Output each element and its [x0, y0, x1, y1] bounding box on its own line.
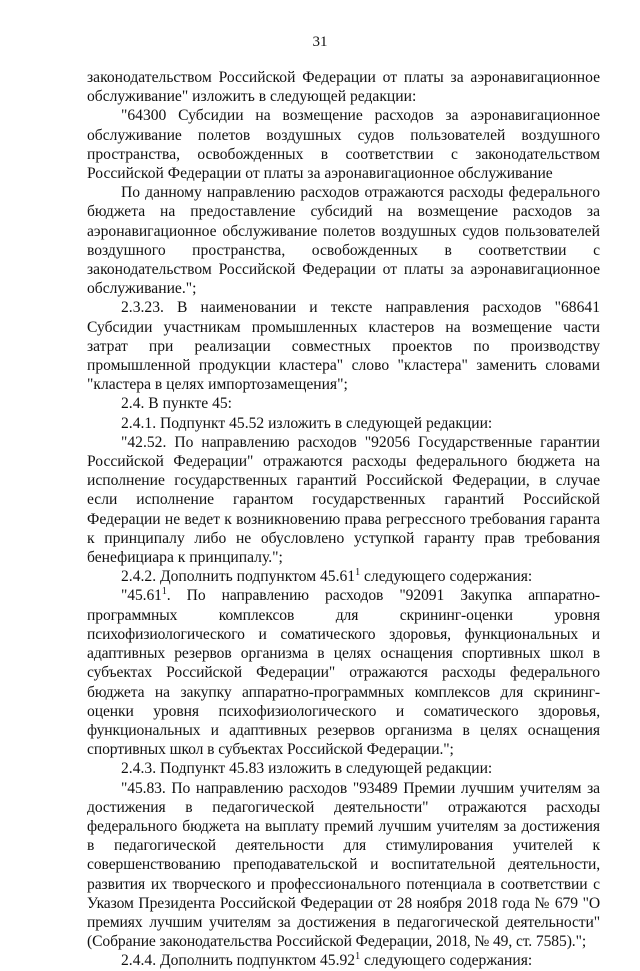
paragraph-45-61-1 — [87, 586, 600, 759]
paragraph-2-4-2 — [87, 567, 600, 586]
paragraph-2-4 — [87, 394, 600, 413]
paragraph-text: 2.4.2. Дополнить подпунктом 45.61 — [121, 568, 356, 586]
paragraph-2-4-4 — [87, 951, 600, 970]
paragraph-subsidy-64300-title — [87, 106, 600, 183]
paragraph-2-3-23 — [87, 298, 600, 394]
paragraph-42-52 — [87, 433, 600, 567]
paragraph-2-4-3 — [87, 759, 600, 778]
paragraph-45-83 — [87, 779, 600, 952]
paragraph-subsidy-64300-description — [87, 183, 600, 298]
paragraph-text: 2.3.23. В наименовании и тексте направления расходов "68641 Субсидии участникам промышленных кластеров на возмещение части затрат при реализации совместных проектов по производству промышленной продукции кластера" слово "кластера" заменить словами "кластера в целях импортозамещения"; — [87, 299, 600, 394]
paragraph-text: 2.4.4. Дополнить подпунктом 45.92 — [121, 952, 356, 970]
paragraph-2-4-1 — [87, 414, 600, 433]
paragraph-continuation — [87, 68, 600, 106]
paragraph-text: По данному направлению расходов отражаются расходы федерального бюджета на предоставление субсидий на возмещение расходов за аэронавигационное обслуживание полетов воздушных судов пользователей воздушного пространства, освобожденных в соответствии с законодательством Российской Федерации от платы за аэронавигационное обслуживание."; — [87, 184, 600, 298]
paragraph-text-tail: . По направлению расходов "92091 Закупка аппаратно-программных комплексов для скрининг-оценки уровня психофизиологического и соматического здоровья, функциональных и адаптивных резервов организма в целях оснащения спортивных школ в субъектах Российской Федерации" отражаются расходы федерального бюджета на закупку аппаратно-программных комплексов для скрининг-оценки уровня психофизиологического и соматического здоровья, функциональных и адаптивных резервов организма в целях оснащения спортивных школ в субъектах Российской Федерации."; — [87, 587, 600, 759]
superscript: 1 — [161, 586, 167, 598]
paragraph-text: "64300 Субсидии на возмещение расходов за аэронавигационное обслуживание полетов воздушных судов пользователей воздушного пространства, освобожденных в соответствии с законодательством Российской Федерации от платы за аэронавигационное обслуживание — [87, 107, 600, 183]
paragraph-text: 2.4.1. Подпункт 45.52 изложить в следующей редакции: — [121, 414, 493, 432]
superscript: 1 — [355, 951, 361, 963]
page-number: 31 — [312, 34, 328, 50]
paragraph-text: законодательством Российской Федерации от платы за аэронавигационное обслуживание" изложить в следующей редакции: — [87, 69, 600, 106]
document-body — [87, 68, 600, 971]
paragraph-text: 2.4.3. Подпункт 45.83 изложить в следующей редакции: — [121, 760, 493, 778]
paragraph-text: "45.61 — [121, 587, 162, 605]
paragraph-text: 2.4. В пункте 45: — [121, 395, 233, 413]
paragraph-text-tail: следующего содержания: — [360, 952, 533, 970]
paragraph-text: "42.52. По направлению расходов "92056 Государственные гарантии Российской Федерации" отражаются расходы федерального бюджета на исполнение государственных гарантий Российской Федерации, в случае если исполнение гарантом государственных гарантий Российской Федерации не ведет к возникновению права регрессного требования гаранта к принципалу либо не обусловлено уступкой гаранту прав требования бенефициара к принципалу."; — [87, 433, 600, 567]
superscript: 1 — [355, 567, 361, 579]
paragraph-text-tail: следующего содержания: — [360, 568, 533, 586]
paragraph-text: "45.83. По направлению расходов "93489 Премии лучшим учителям за достижения в педагогической деятельности" отражаются расходы федерального бюджета на выплату премий лучшим учителям за достижения в педагогической деятельности для стимулирования учителей к совершенствованию преподавательской и воспитательной деятельности, развития их творческого и профессионального потенциала в соответствии с Указом Президента Российской Федерации от 28 ноября 2018 года № 679 "О премиях лучшим учителям за достижения в педагогической деятельности" (Собрание законодательства Российской Федерации, 2018, № 49, ст. 7585)."; — [87, 779, 600, 951]
